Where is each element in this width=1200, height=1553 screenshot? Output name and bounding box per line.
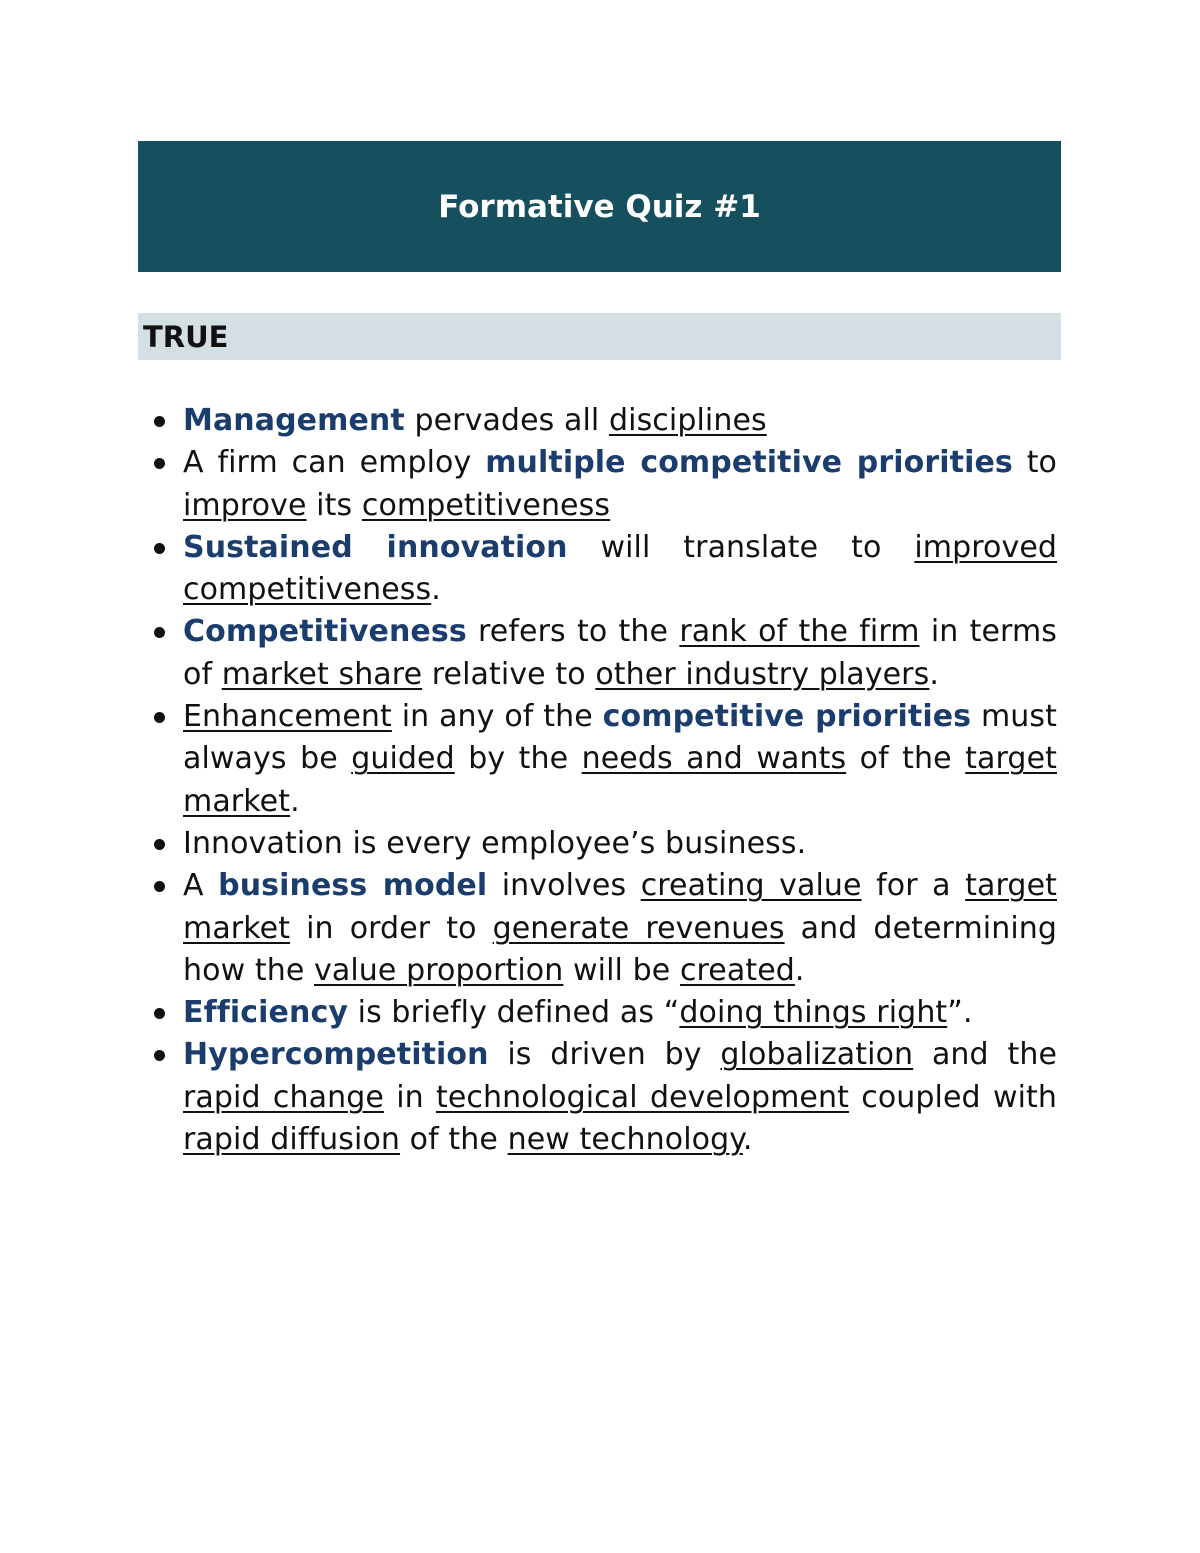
keyword-term: multiple competitive priorities [485,445,1013,481]
statement-text: of the [400,1122,508,1158]
statement-text: will be [563,952,680,988]
underlined-term: doing things right [679,995,948,1031]
bullet-dot-icon [154,839,165,850]
statement-text: in order to [290,910,493,946]
keyword-term: business model [218,868,488,904]
statement-list [183,400,1057,1161]
underlined-term: rapid change [183,1079,384,1115]
statement-text: . [290,783,300,819]
underlined-term: other industry players [595,656,930,692]
keyword-term: Efficiency [183,995,348,1031]
statement-text: is driven by [488,1037,721,1073]
underlined-term: created [679,952,795,988]
underlined-term: target market [183,741,1057,819]
statement-text: to [1012,445,1058,481]
statement-text: . [742,1122,753,1158]
underlined-term: improved competitiveness [183,529,1058,608]
statement-text: involves [487,868,641,904]
page-title: Formative Quiz #1 [438,188,761,225]
title-banner [138,141,1061,272]
section-header-true: TRUE [143,319,229,354]
statement-item [183,611,1057,696]
statement-item [183,865,1057,992]
keyword-term: Management [183,403,405,438]
underlined-term: rapid diffusion [183,1122,401,1158]
underlined-term: competitiveness [361,487,611,523]
statement-text: and determining how the [183,910,1058,988]
statement-text: in [383,1079,437,1115]
bullet-dot-icon [154,1050,165,1061]
underlined-term: new technology [507,1122,743,1158]
statement-text: must always be [183,699,1058,777]
keyword-term: Hypercompetition [183,1037,489,1073]
statement-item [183,1034,1057,1161]
statement-text: . [794,952,805,988]
statement-text: and the [913,1037,1057,1073]
underlined-term: Enhancement [183,699,392,735]
statement-text: its [306,487,362,523]
underlined-term: technological development [436,1079,849,1115]
section-header-bar [138,313,1061,360]
statement-text: of the [846,741,966,777]
statement-text: for a [861,868,966,904]
underlined-term: rank of the firm [679,614,920,650]
bullet-dot-icon [154,543,165,554]
bullet-dot-icon [154,1008,165,1019]
bullet-dot-icon [154,416,165,427]
statement-text: in terms of [183,614,1058,692]
statement-text: is briefly defined as “ [348,995,680,1031]
statement-text: coupled with [848,1079,1057,1115]
statement-text: in any of the [391,699,603,735]
statement-item [183,442,1057,527]
underlined-term: improve [183,487,307,523]
underlined-term: generate revenues [492,910,785,946]
underlined-term: value proportion [314,952,564,988]
underlined-term: globalization [720,1037,914,1073]
bullet-dot-icon [154,881,165,892]
statement-item [183,992,1057,1034]
keyword-term: Competitiveness [183,614,467,650]
keyword-term: Sustained innovation [183,529,568,565]
statement-text: ”. [947,995,973,1031]
statement-text: . [431,572,441,608]
statement-text: . [929,656,939,692]
underlined-term: disciplines [609,403,767,438]
statement-text: pervades all [404,403,609,438]
underlined-term: market share [221,656,423,692]
bullet-dot-icon [154,458,165,469]
statement-item [183,400,1057,442]
statement-text: Innovation is every employee’s business. [183,825,807,861]
statement-item [183,696,1057,823]
statement-text: will translate to [567,529,915,565]
statement-text: refers to the [466,614,680,650]
underlined-term: needs and wants [581,741,847,777]
keyword-term: competitive priorities [602,699,972,735]
bullet-dot-icon [154,712,165,723]
underlined-term: guided [351,741,455,777]
statement-text: A [183,868,219,904]
underlined-term: creating value [640,868,862,904]
statement-item [183,527,1057,612]
statement-text: A firm can employ [183,445,486,481]
statement-item [183,823,1057,865]
bullet-dot-icon [154,627,165,638]
statement-text: relative to [422,656,596,692]
underlined-term: target market [183,868,1057,946]
statement-text: by the [454,741,582,777]
